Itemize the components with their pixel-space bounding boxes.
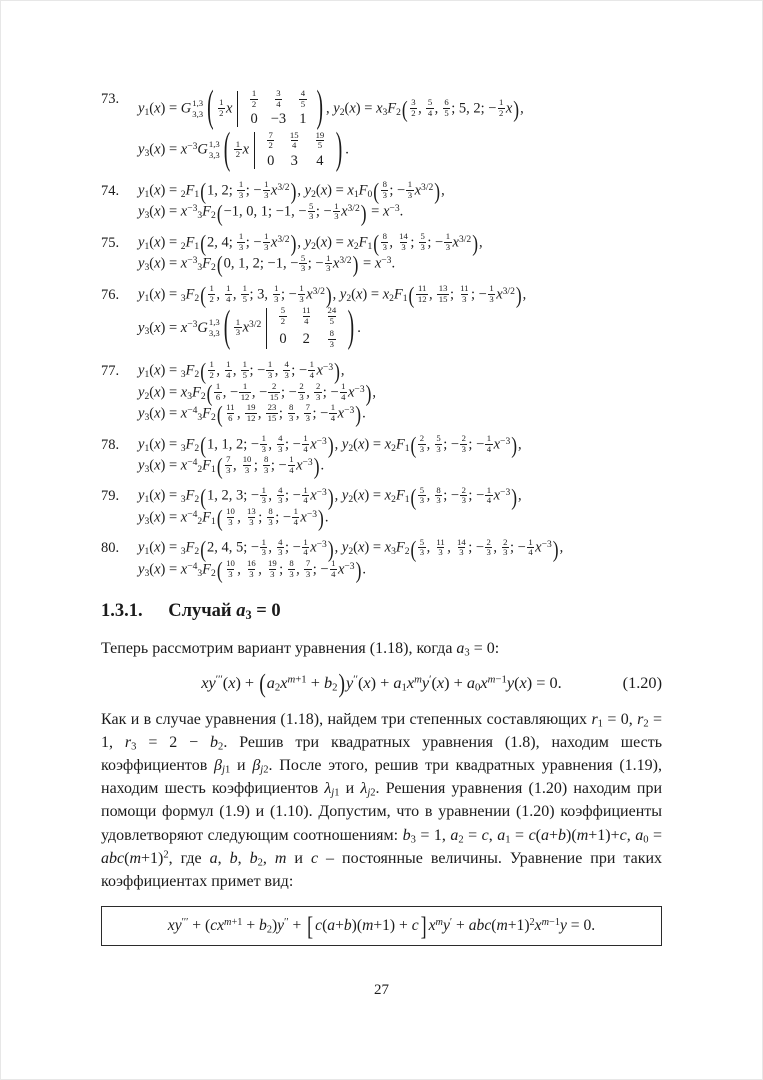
boxed-equation: $xy''' + (cx^{m+1} + b_2)y''$ + [ c(a+b)(m+1) + c ] $x^my' + abc(m+1)^2x^{m-1}y = 0$. [101,906,662,946]
problem-equations [138,535,662,584]
problem-number: 74. [101,182,120,199]
problem-number: 80. [101,540,120,557]
equation-line: $y_3(x) = x^{-3}_3F_2(0$, 1, 2; −1, − $\frac{5}{3}$ ; − $\frac{1}{3}$ $x^{3/2}) = x^{-3}$. [138,250,396,278]
problem-item [101,357,662,428]
equation-line: $y_3(x) = x^{-3}_3F_2(-1$, 0, 1; −1, − $\frac{5}{3}$ ; − $\frac{1}{3}$ $x^{3/2}) = x^{-3}$. [138,199,404,227]
equation-line: $y_3(x) = x^{-4}_3F_2$( $\frac{10}{3}$ , $\frac{16}{3}$ , $\frac{19}{3}$ ; $\frac{8}{3}$ , $\frac{7}{3}$ ; − $\frac{1}{4}$ $x^{-3}$). [138,556,366,584]
boxed-equation-wrap [101,906,662,946]
equation-tag: (1.20) [622,673,662,693]
equation-line: $y_3(x) = x^{-3}G$ 1,3 3,3 ( $\frac{1}{2}$ x $\frac{7}{2}$ $\frac{15}{4}$ $\frac{19}{5}$ 0 3 4 ) . [138,125,349,174]
problem-number: 79. [101,488,120,505]
problem-list [101,84,662,584]
problem-number: 75. [101,234,120,251]
problem-equations [138,84,662,174]
main-paragraph: Как и в случае уравнения (1.18), найдем три степенных составляющих $r_1 = 0$, $r_2 = 1$, $r_3 = 2 - b_2$. Решив три квадратных уравнения (1.8), находим шесть коэффициентов $\beta_{j1}$ и $\beta_{j2}$. После этого, решив три квадратных уравнения (1.19), находим шесть коэффициентов $\lambda_{j1}$ и $\lambda_{j2}$. Решения уравнения (1.20) находим при помощи формул (1.9) и (1.10). Допустим, что в уравнении (1.20) коэффициенты удовлетворяют следующим соотношениям: $b_3 = 1$, $a_2 = c$, $a_1 = c(a+b)(m+1)+c$, $a_0 = abc(m+1)^2$, где a, b, $b_2$, m и c – постоянные величины. Уравнение при таких коэффициентах примет вид: [101,711,663,890]
problem-item [101,229,662,278]
section-title: Случай $a_3 = 0$ [168,601,281,623]
problem-item [101,535,662,584]
section-heading [101,601,662,622]
equation-line: $y_3(x) = x^{-4}_3F_2$( $\frac{11}{6}$ , $\frac{19}{12}$ , $\frac{23}{15}$ ; $\frac{8}{3}$ , $\frac{7}{3}$ ; − $\frac{1}{4}$ $x^{-3}$). [138,400,366,428]
equation-line: $y_1(x) = _3F_2(2$, 4, 5; − $\frac{1}{3}$ , $\frac{4}{3}$ ; − $\frac{1}{4}$ $x^{-3}$), $y_2(x) = x_3F_2$( $\frac{5}{3}$ , $\frac{11}{3}$ , $\frac{14}{3}$ ; − $\frac{2}{3}$ , $\frac{2}{3}$ ; − $\frac{1}{4}$ $x^{-3}$), [138,535,564,563]
problem-equations [138,177,662,227]
equation-line: $y_3(x) = x^{-4}_2F_1$( $\frac{7}{3}$ , $\frac{10}{3}$ ; $\frac{8}{3}$ ; − $\frac{1}{4}$ $x^{-3}$). [138,452,325,480]
equation-line: $y_1(x) = _2F_1(2$, 4; $\frac{1}{3}$ ; − $\frac{1}{3}$ $x^{3/2}$), $y_2(x) = x_2F_1$( $\frac{8}{3}$ , $\frac{14}{3}$ ; $\frac{5}{3}$ ; − $\frac{1}{3}$ $x^{3/2}$), [138,229,483,257]
problem-item [101,483,662,532]
equation-line: $y_1(x) = _3F_2$( $\frac{1}{2}$ , $\frac{1}{4}$ , $\frac{1}{5}$ ; − $\frac{1}{3}$ , $\frac{4}{3}$ ; − $\frac{1}{4}$ $x^{-3}$), [138,357,345,385]
problem-equations [138,281,662,352]
problem-equations [138,229,662,278]
problem-equations [138,357,662,428]
problem-item [101,431,662,480]
equation-line: $y_3(x) = x^{-3}G$ 1,3 3,3 ( $\frac{1}{3}$ $x^{3/2}$ $\frac{5}{2}$ $\frac{11}{4}$ $\frac{24}{5}$ 0 2 $\frac{8}{3}$ ) . [138,303,361,352]
problem-equations [138,431,662,480]
equation-body: $xy'''(x) + (a_2x^{m+1} + b_2)y''(x) + a_1x^my'(x) + a_0x^{m-1}y(x) = 0$. [201,669,562,699]
problem-item [101,84,662,174]
equation-line: $y_1(x) = _3F_2$( $\frac{1}{2}$ , $\frac{1}{4}$ , $\frac{1}{5}$ ; 3, $\frac{1}{3}$ ; − $\frac{1}{3}$ $x^{3/2}$), $y_2(x) = x_2F_1$( $\frac{11}{12}$ , $\frac{13}{15}$ ; $\frac{11}{3}$ ; − $\frac{1}{3}$ $x^{3/2}$), [138,281,527,309]
equation-line: $y_1(x) = _3F_2(1$, 2, 3; − $\frac{1}{3}$ , $\frac{4}{3}$ ; − $\frac{1}{4}$ $x^{-3}$), $y_2(x) = x_2F_1$( $\frac{5}{3}$ , $\frac{8}{3}$ ; − $\frac{2}{3}$ ; − $\frac{1}{4}$ $x^{-3}$), [138,483,522,511]
problem-number: 77. [101,363,120,380]
equation-line: $y_1(x) = _3F_2(1$, 1, 2; − $\frac{1}{3}$ , $\frac{4}{3}$ ; − $\frac{1}{4}$ $x^{-3}$), $y_2(x) = x_2F_1$( $\frac{2}{3}$ , $\frac{5}{3}$ ; − $\frac{2}{3}$ ; − $\frac{1}{4}$ $x^{-3}$), [138,431,522,459]
page-number: 27 [374,982,389,998]
section-number: 1.3.1. [101,601,143,622]
problem-equations [138,483,662,532]
equation-line: $y_3(x) = x^{-4}_2F_1$( $\frac{10}{3}$ , $\frac{13}{3}$ ; $\frac{8}{3}$ ; − $\frac{1}{4}$ $x^{-3}$). [138,504,329,532]
equation-line: $y_2(x) = x_3F_2$( $\frac{1}{6}$ , − $\frac{1}{12}$ , − $\frac{2}{15}$ ; − $\frac{2}{3}$ , $\frac{2}{3}$ ; − $\frac{1}{4}$ $x^{-3}$), [138,379,377,407]
problem-item [101,177,662,227]
problem-item [101,281,662,352]
intro-paragraph: Теперь рассмотрим вариант уравнения (1.18), когда $a_3 = 0$: [101,640,500,659]
problem-number: 76. [101,286,120,303]
problem-number: 78. [101,436,120,453]
equation-line: $y_1(x) = _2F_1(1$, 2; $\frac{1}{3}$ ; − $\frac{1}{3}$ $x^{3/2}$), $y_2(x) = x_1F_0$( $\frac{8}{3}$ ; − $\frac{1}{3}$ $x^{3/2}$), [138,177,445,205]
display-equation-1-20 [101,669,662,699]
equation-line: $y_1(x) = G$ 1,3 3,3 ( $\frac{1}{2}$ x $\frac{1}{2}$ $\frac{3}{4}$ $\frac{4}{5}$ 0 −3 1 ) , $y_2(x) = x_3F_2$( $\frac{3}{2}$ , $\frac{5}{4}$ , $\frac{6}{5}$ ; 5, 2; − $\frac{1}{2}$ x), [138,84,524,132]
problem-number: 73. [101,91,120,107]
